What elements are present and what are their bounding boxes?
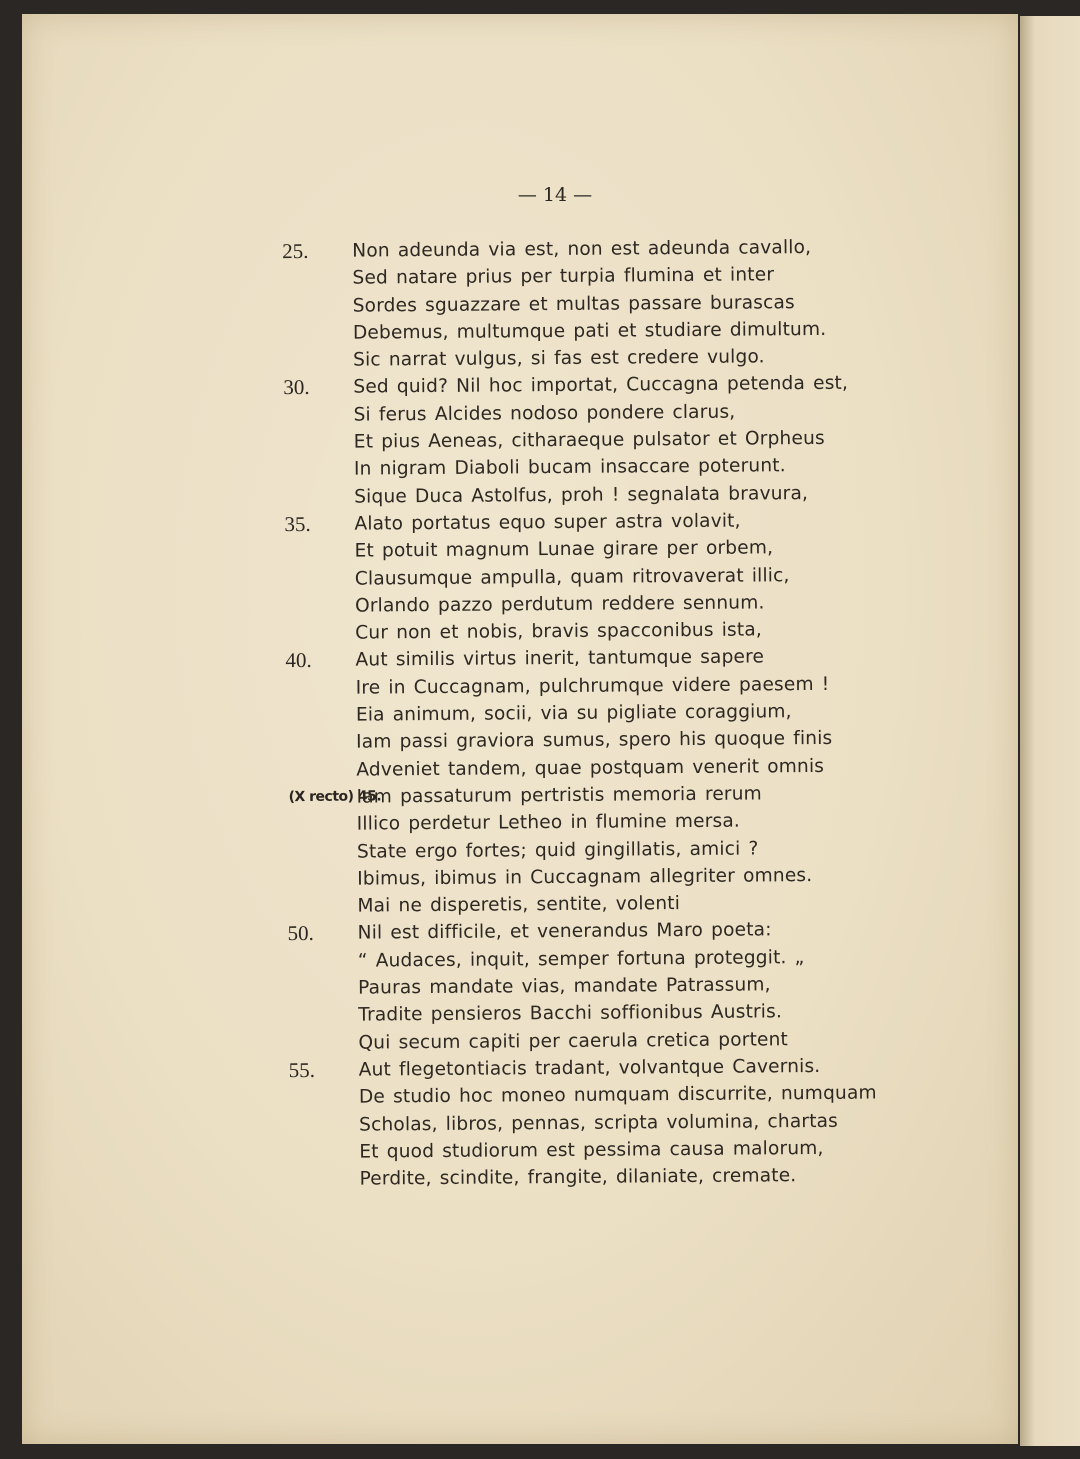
verse-text: Si ferus Alcides nodoso pondere clarus, [353, 401, 736, 426]
verse-text: Illico perdetur Letheo in flumine mersa. [356, 810, 740, 835]
verse-text: Ire in Cuccagnam, pulchrumque videre paesem ! [355, 673, 830, 699]
verse-text: Ibimus, ibimus in Cuccagnam allegriter omnes. [357, 864, 813, 890]
verse-text: Aut similis virtus inerit, tantumque sapere [355, 646, 765, 672]
verse-text: “ Audaces, inquit, semper fortuna proteggit. „ [357, 946, 805, 972]
verse-text: Mai ne disperetis, sentite, volenti [357, 893, 681, 917]
verse-text: Orlando pazzo perdutum reddere sennum. [354, 592, 765, 617]
line-number: 50. [287, 921, 314, 946]
verse-text: Alato portatus equo super astra volavit, [354, 510, 741, 535]
verse-block [0, 233, 1006, 1196]
verse-text: Sic narrat vulgus, si fas est credere vulgo. [353, 346, 765, 371]
adjacent-page-edge [1020, 16, 1080, 1446]
verse-text: Pauras mandate vias, mandate Patrassum, [357, 974, 771, 999]
verse-text: De studio hoc moneo numquam discurrite, numquam [358, 1082, 877, 1108]
verse-text: Scholas, libros, pennas, scripta volumina, chartas [359, 1110, 839, 1136]
verse-text: Perdite, scindite, frangite, dilaniate, cremate. [359, 1165, 797, 1190]
verse-text: Eia animum, socii, via su pigliate coraggium, [355, 701, 792, 726]
verse-text: State ergo fortes; quid gingillatis, amici ? [356, 837, 759, 863]
verse-text: Qui secum capiti per caerula cretica portent [358, 1028, 789, 1054]
verse-text: Clausumque ampulla, quam ritrovaverat illic, [354, 564, 790, 590]
verse-text: Sed natare prius per turpia flumina et inter [352, 264, 775, 289]
verse-text: In nigram Diaboli bucam insaccare poterunt. [353, 455, 786, 480]
verse-text: Et potuit magnum Lunae girare per orbem, [354, 537, 774, 562]
line-number: 55. [288, 1057, 316, 1083]
page-number: — 14 — [517, 184, 593, 206]
line-number: (X recto) 45. [288, 788, 382, 806]
verse-text: Cur non et nobis, bravis spacconibus ista, [355, 619, 762, 644]
verse-text: Debemus, multumque pati et studiare dimultum. [352, 318, 827, 344]
verse-text: Sique Duca Astolfus, proh ! segnalata bravura, [354, 482, 809, 508]
verse-text: Sed quid? Nil hoc importat, Cuccagna petenda est, [353, 373, 849, 399]
verse-text: Et pius Aeneas, citharaeque pulsator et Orpheus [353, 427, 825, 453]
verse-text: Tradite pensieros Bacchi soffionibus Austris. [358, 1001, 783, 1026]
verse-text: Iam passaturum pertristis memoria rerum [356, 783, 762, 808]
verse-text: Nil est difficile, et venerandus Maro poeta: [357, 919, 772, 945]
line-number: 40. [285, 648, 312, 673]
verse-text: Iam passi graviora sumus, spero his quoque finis [356, 728, 833, 753]
verse-text: Adveniet tandem, quae postquam venerit omnis [356, 755, 825, 781]
verse-text: Sordes sguazzare et multas passare burascas [352, 291, 795, 317]
line-number: 30. [283, 375, 310, 400]
verse-text: Aut flegetontiacis tradant, volvantque Cavernis. [358, 1055, 821, 1081]
line-number: 35. [284, 511, 311, 537]
line-number: 25. [282, 238, 309, 264]
verse-text: Non adeunda via est, non est adeunda cavallo, [352, 237, 812, 262]
verse-text: Et quod studiorum est pessima causa malorum, [359, 1137, 824, 1163]
